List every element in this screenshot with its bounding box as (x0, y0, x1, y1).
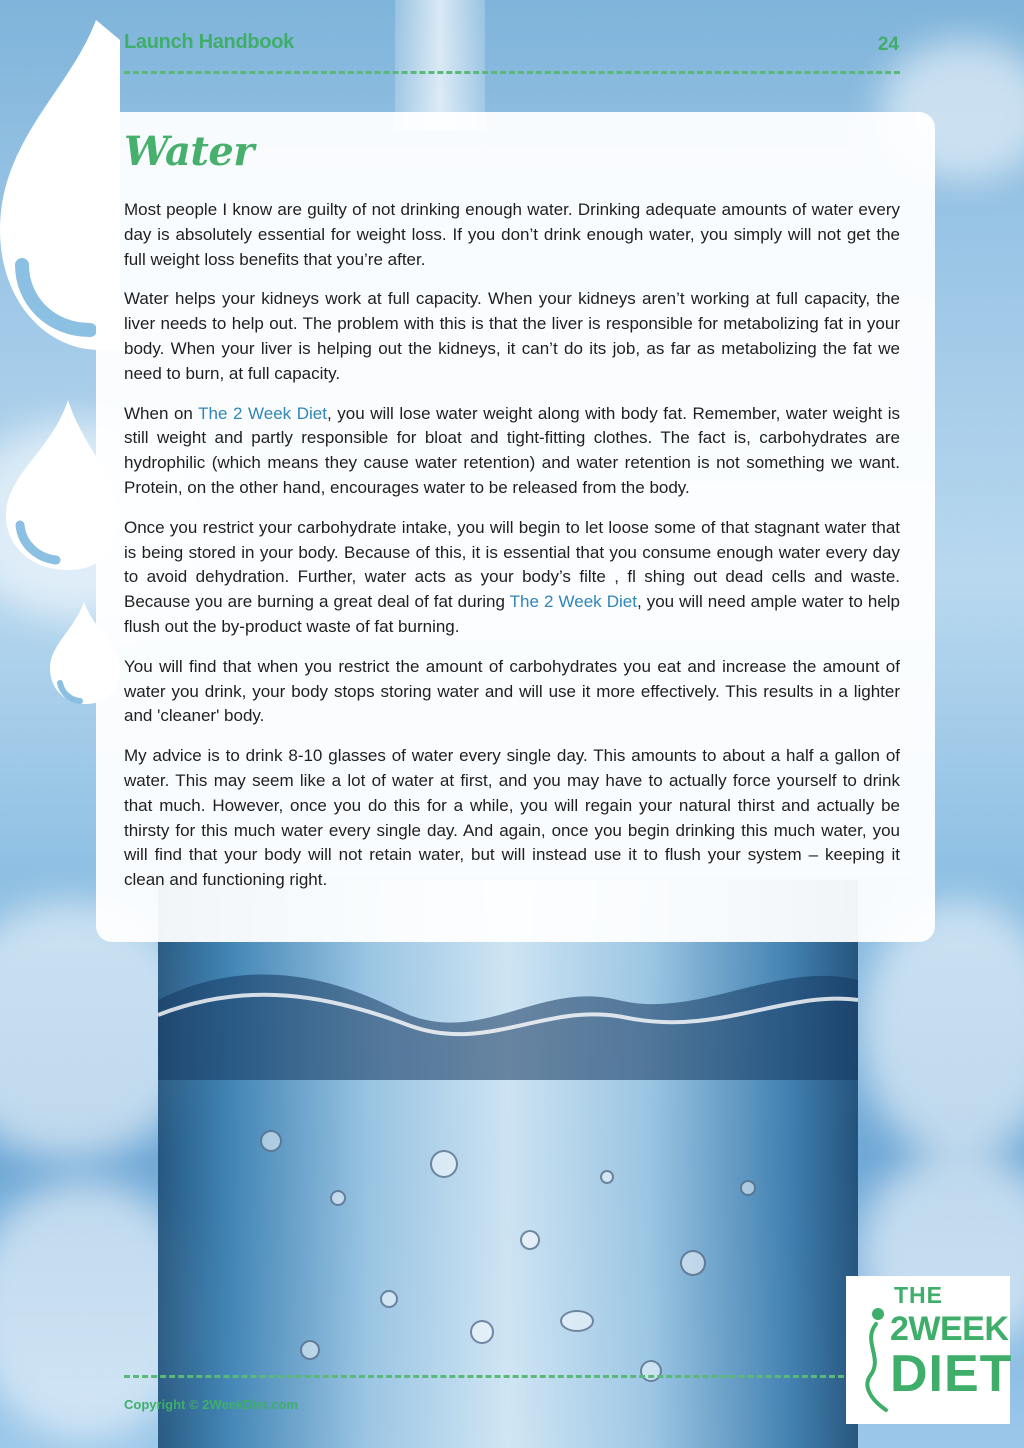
water-bubble (380, 1290, 398, 1308)
paragraph-text: , you will need ample water to help flush out the by-product waste of fat burning. (124, 592, 901, 636)
section-title: Water (124, 128, 254, 175)
paragraph: Water helps your kidneys work at full capacity. When your kidneys aren’t working at full capacity, the liver needs to help out. The problem with this is that the liver is responsible for metabolizing fat in your body. When your liver is helping out the kidneys, it can’t do its job, as far as metabolizing the fat we need to burn, at full capacity. (124, 289, 900, 383)
logo-text-diet: DIET (890, 1345, 1013, 1403)
water-bubble (520, 1230, 540, 1250)
two-week-diet-link[interactable]: The 2 Week Diet (509, 592, 637, 612)
water-bubble (430, 1150, 458, 1178)
page-number: 24 (877, 34, 899, 55)
figure-icon (856, 1306, 892, 1416)
paragraph (124, 516, 900, 640)
pouring-water-stream (395, 0, 485, 130)
paragraph-text: When on (124, 403, 199, 423)
water-bubble (300, 1340, 320, 1360)
water-bubble (330, 1190, 346, 1206)
logo-text-2week: 2WEEK (890, 1310, 1009, 1348)
water-splash (158, 940, 858, 1080)
paragraph: You will find that when you restrict the amount of carbohydrates you eat and increase the amount of water you drink, your body stops storing water and will use it more effectively. This results in a lighter and 'cleaner' body. (124, 656, 900, 726)
water-bubble (470, 1320, 494, 1344)
header-divider (124, 71, 900, 74)
two-week-diet-link[interactable]: The 2 Week Diet (198, 403, 327, 423)
water-bubble (560, 1310, 594, 1332)
paragraph-text: , you will lose water weight along with body fat. Remember, water weight is still weight and partly responsible for bloat and tight-fitting clothes. The fact is, carbohydrates are hydrophilic (which means they cause water retention) and water retention is not something we want. Protein, on the other hand, encourages water to be released from the body. (124, 403, 901, 497)
two-week-diet-logo (846, 1276, 1013, 1424)
paragraph: My advice is to drink 8-10 glasses of water every single day. This amounts to about a half a gallon of water. This may seem like a lot of water at first, and you may have to actually force yourself to drink that much. However, once you do this for a while, you will regain your natural thirst and actually be thirsty for this much water every single day. And again, once you begin drinking this much water, you will find that your body will not retain water, but will instead use it to flush your system – keeping it clean and functioning right. (124, 746, 900, 890)
paragraph-text: Once you restrict your carbohydrate intake, you will begin to let loose some of that stagnant water that is being stored in your body. Because of this, it is essential that you consume enough water every day to avoid dehydration. Further, water acts as your body’s filte , fl shing out dead cells and waste. Because you are burning a great deal of fat during (124, 517, 900, 612)
header-title: Launch Handbook (124, 31, 294, 53)
logo-text-the: THE (894, 1282, 943, 1308)
water-bubble (680, 1250, 706, 1276)
water-bubble (740, 1180, 756, 1196)
article-body (124, 198, 900, 908)
copyright-text: Copyright © 2WeekDiet.com (124, 1397, 299, 1412)
water-bubble (260, 1130, 282, 1152)
paragraph (124, 402, 900, 501)
paragraph: Most people I know are guilty of not drinking enough water. Drinking adequate amounts of water every day is absolutely essential for weight loss. If you don’t drink enough water, you simply will not get the full weight loss benefits that you’re after. (124, 200, 900, 269)
footer-divider (124, 1375, 844, 1378)
water-bubble (640, 1360, 662, 1382)
water-bubble (600, 1170, 614, 1184)
